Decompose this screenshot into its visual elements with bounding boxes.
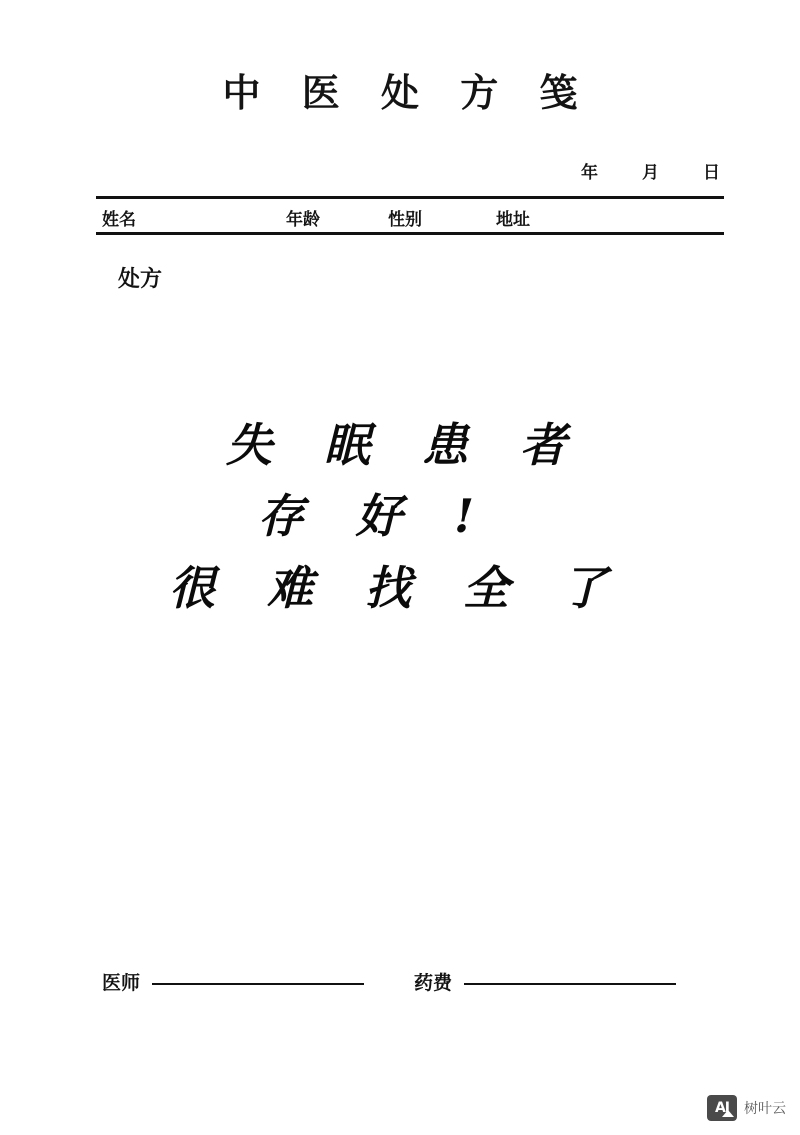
handwritten-line-1: 失 眠 患 者 (225, 418, 585, 472)
doctor-signature-line (152, 983, 364, 985)
doctor-signature-field (102, 968, 364, 995)
field-label-name: 姓名 (102, 210, 136, 230)
date-row (581, 158, 720, 183)
field-label-age: 年龄 (286, 210, 320, 230)
date-day-label: 日 (703, 163, 720, 183)
prescription-label: 处方 (118, 266, 163, 292)
patient-info-row (96, 205, 724, 231)
date-year-label: 年 (581, 163, 598, 183)
handwritten-line-2: 存 好 ! (257, 489, 493, 544)
fee-line (464, 983, 676, 985)
fee-field (414, 968, 676, 995)
watermark (707, 1095, 786, 1121)
footer-signature-row (96, 968, 724, 1002)
handwritten-body (96, 410, 724, 624)
divider-top (96, 196, 724, 199)
divider-bottom (96, 232, 724, 235)
doctor-label: 医师 (102, 972, 141, 994)
field-label-sex: 性别 (388, 210, 422, 230)
date-month-label: 月 (642, 163, 659, 183)
handwritten-line-3: 很 难 找 全 了 (168, 560, 626, 615)
field-label-address: 地址 (496, 210, 530, 230)
ai-logo-icon: AI (707, 1095, 737, 1121)
watermark-label: 树叶云 (744, 1101, 786, 1117)
page-title: 中 医 处 方 笺 (222, 70, 592, 115)
fee-label: 药费 (414, 972, 453, 994)
